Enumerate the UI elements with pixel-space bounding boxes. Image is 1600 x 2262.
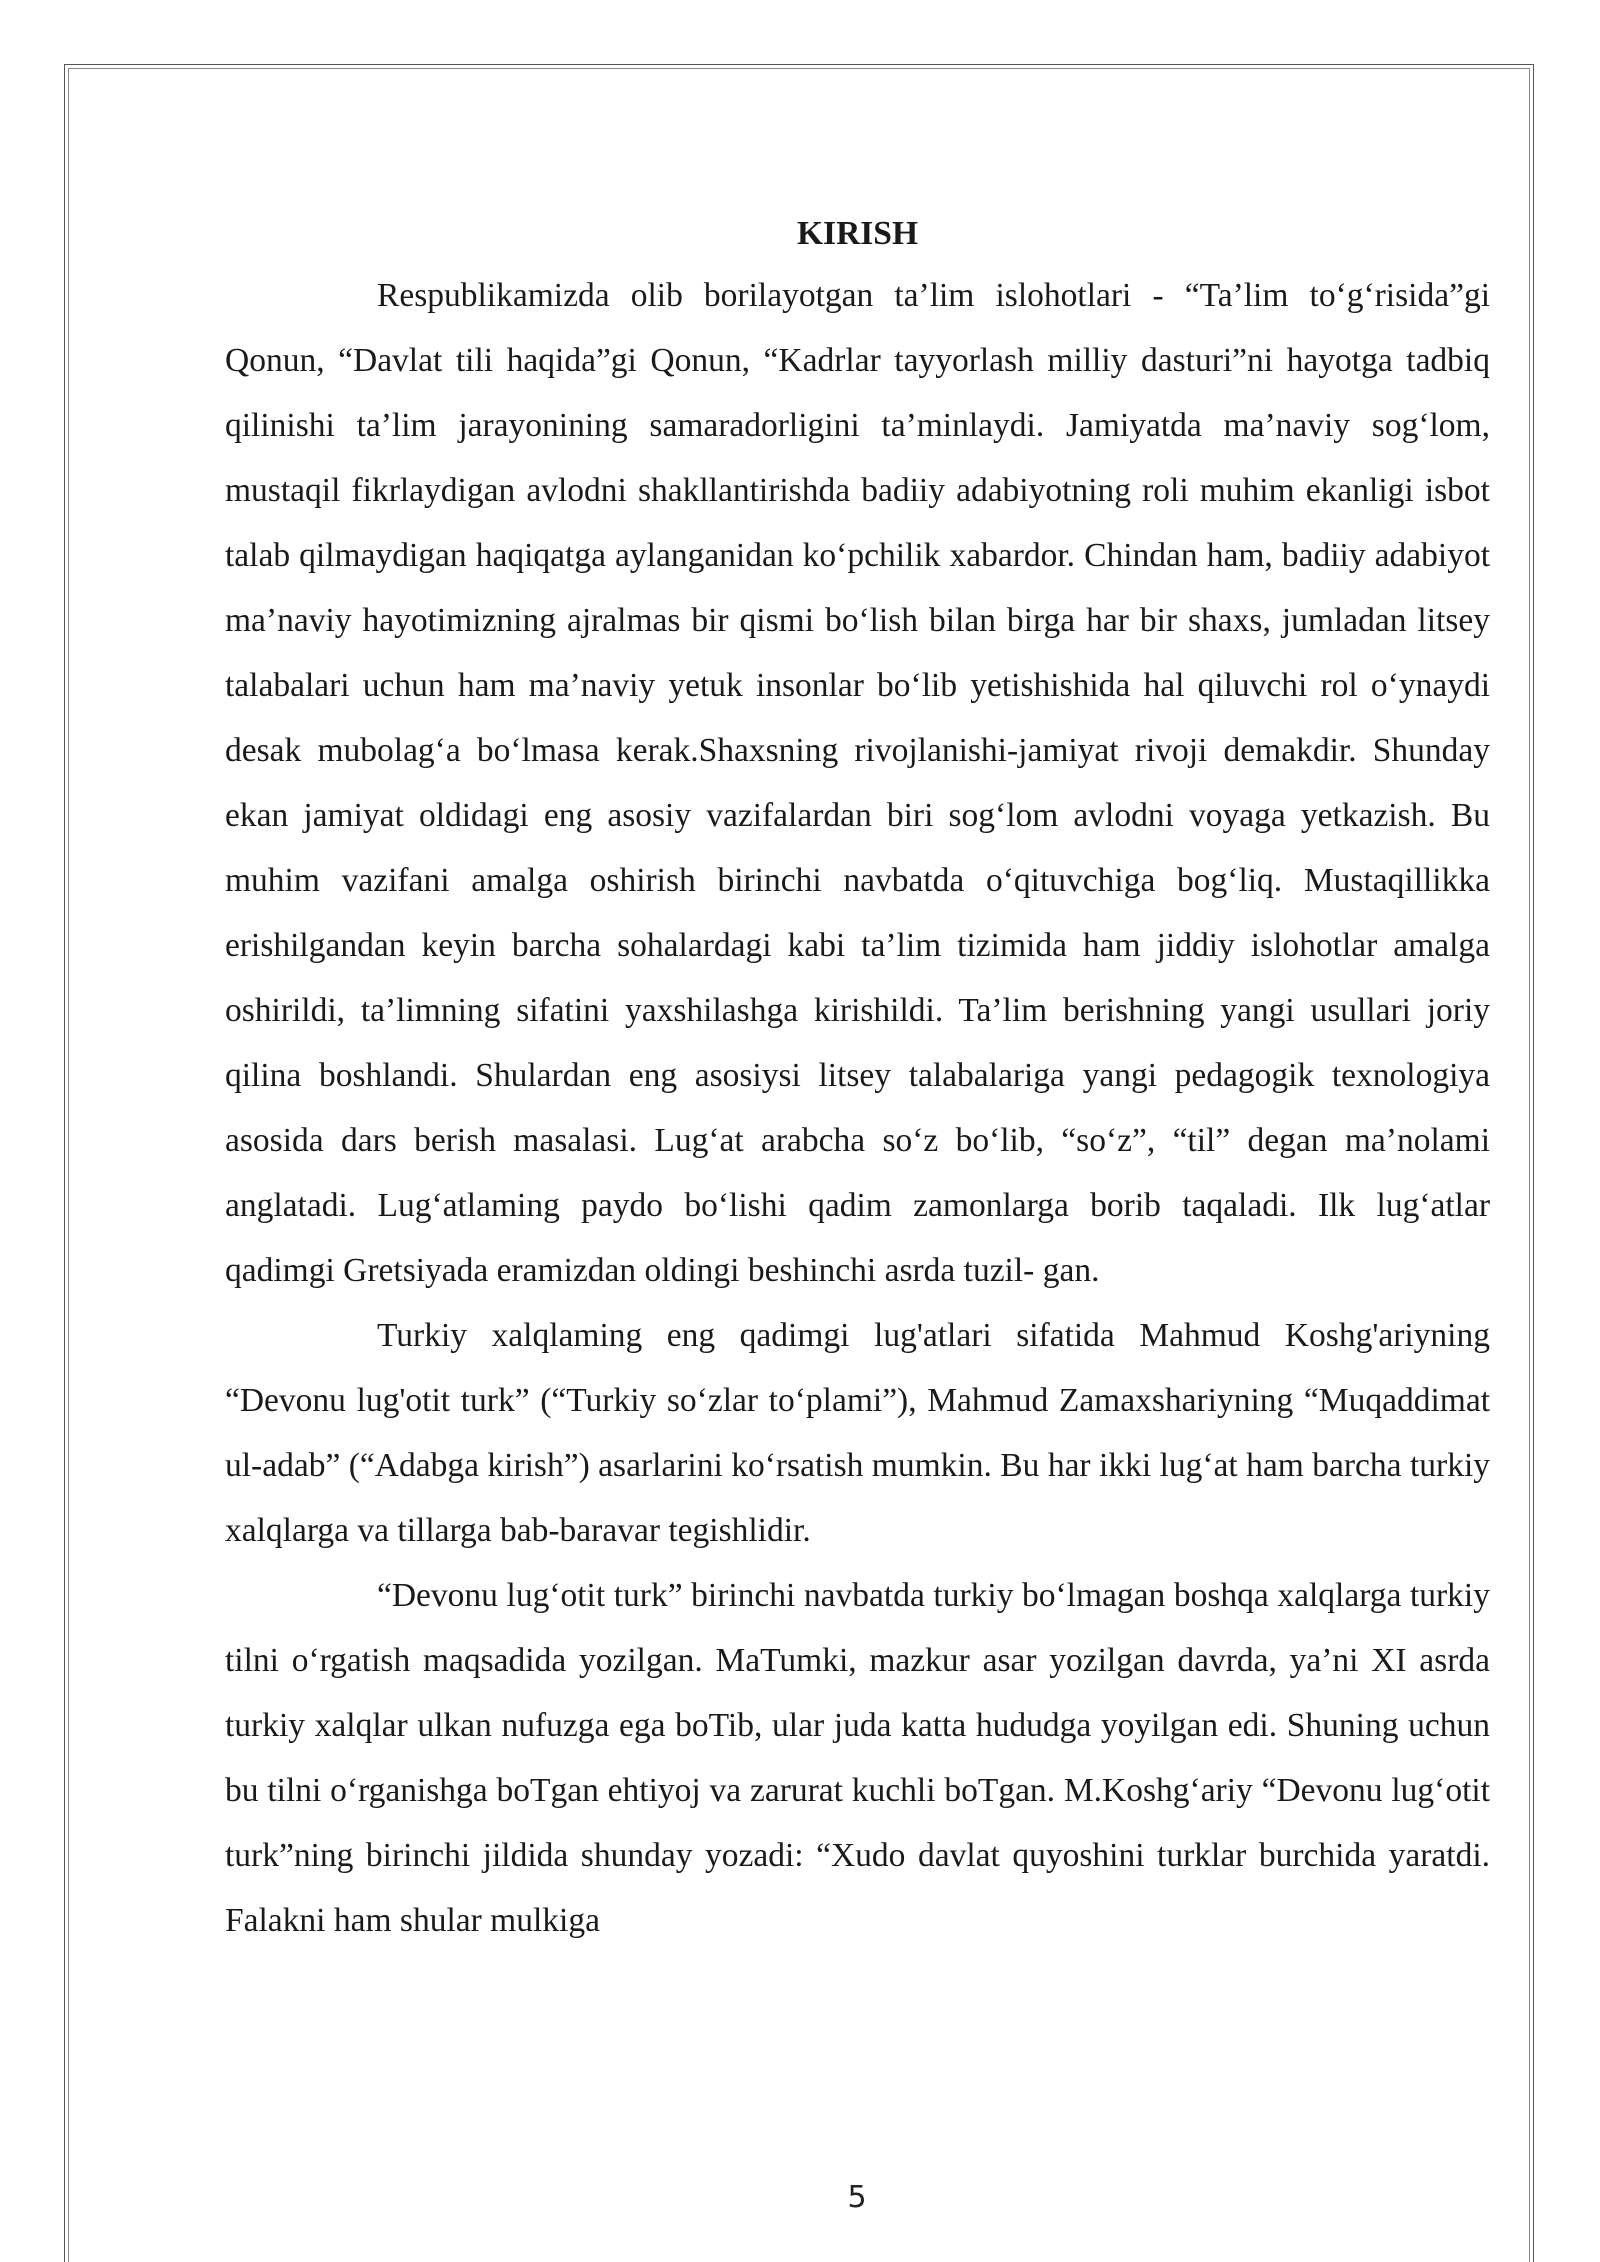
paragraph-intro: Respublikamizda olib borilayotgan ta’lim islohotlari - “Ta’lim to‘g‘risida”gi Qonun, “Davlat tili haqida”gi Qonun, “Kadrlar tayyorlash milliy dasturi”ni hayotga tadbiq qilinishi ta’lim jarayonining samaradorligini ta’minlaydi. Jamiyatda ma’naviy sog‘lom, mustaqil fikrlaydigan avlodni shakllantirishda badiiy adabiyotning roli muhim ekanligi isbot talab qilmaydigan haqiqatga aylanganidan ko‘pchilik xabardor. Chindan ham, badiiy adabiyot ma’naviy hayotimizning ajralmas bir qismi bo‘lish bilan birga har bir shaxs, jumladan litsey talabalari uchun ham ma’naviy yetuk insonlar bo‘lib yetishishida hal qiluvchi rol o‘ynaydi desak mubolag‘a bo‘lmasa kerak.Shaxsning rivojlanishi-jamiyat rivoji demakdir. Shunday ekan jamiyat oldidagi eng asosiy vazifalardan biri sog‘lom avlodni voyaga yetkazish. Bu muhim vazifani amalga oshirish birinchi navbatda o‘qituvchiga bog‘liq. Mustaqillikka erishilgandan keyin barcha sohalardagi kabi ta’lim tizimida ham jiddiy islohotlar amalga oshirildi, ta’limning sifatini yaxshilashga kirishildi. Ta’lim berishning yangi usullari joriy qilina boshlandi. Shulardan eng asosiysi litsey talabalariga yangi pedagogik texnologiya asosida dars berish masalasi. Lug‘at arabcha so‘z bo‘lib, “so‘z”, “til” degan ma’nolami anglatadi. Lug‘atlaming paydo bo‘lishi qadim zamonlarga borib taqaladi. Ilk lug‘atlar qadimgi Gretsiyada eramizdan oldingi beshinchi asrda tuzil- gan. xyxy=(225,277,1490,1289)
paragraph-devonu-lugotit-turk: “Devonu lug‘otit turk” birinchi navbatda turkiy bo‘lmagan boshqa xalqlarga turkiy tilni o‘rgatish maqsadida yozilgan. MaTumki, mazkur asar yozilgan davrda, ya’ni XI asrda turkiy xalqlar ulkan nufuzga ega boTib, ular juda katta hududga yoyilgan edi. Shuning uchun bu tilni o‘rganishga boTgan ehtiyoj va zarurat kuchli boTgan. M.Koshg‘ariy “Devonu lug‘otit turk”ning birinchi jildida shunday yozadi: “Xudo davlat quyoshini turklar burchida yaratdi. Falakni ham shular mulkiga xyxy=(225,1577,1490,1939)
page-body xyxy=(225,205,1490,1953)
page-number: 5 xyxy=(847,2180,867,2215)
paragraph-turkic-dictionaries: Turkiy xalqlaming eng qadimgi lug'atlari sifatida Mahmud Koshg'ariyning “Devonu lug'otit turk” (“Turkiy so‘zlar to‘plami”), Mahmud Zamaxshariyning “Muqaddimat ul-adab” (“Adabga kirish”) asarlarini ko‘rsatish mumkin. Bu har ikki lug‘at ham barcha turkiy xalqlarga va tillarga bab-baravar tegishlidir. xyxy=(225,1317,1490,1549)
page-heading: KIRISH xyxy=(796,215,918,252)
